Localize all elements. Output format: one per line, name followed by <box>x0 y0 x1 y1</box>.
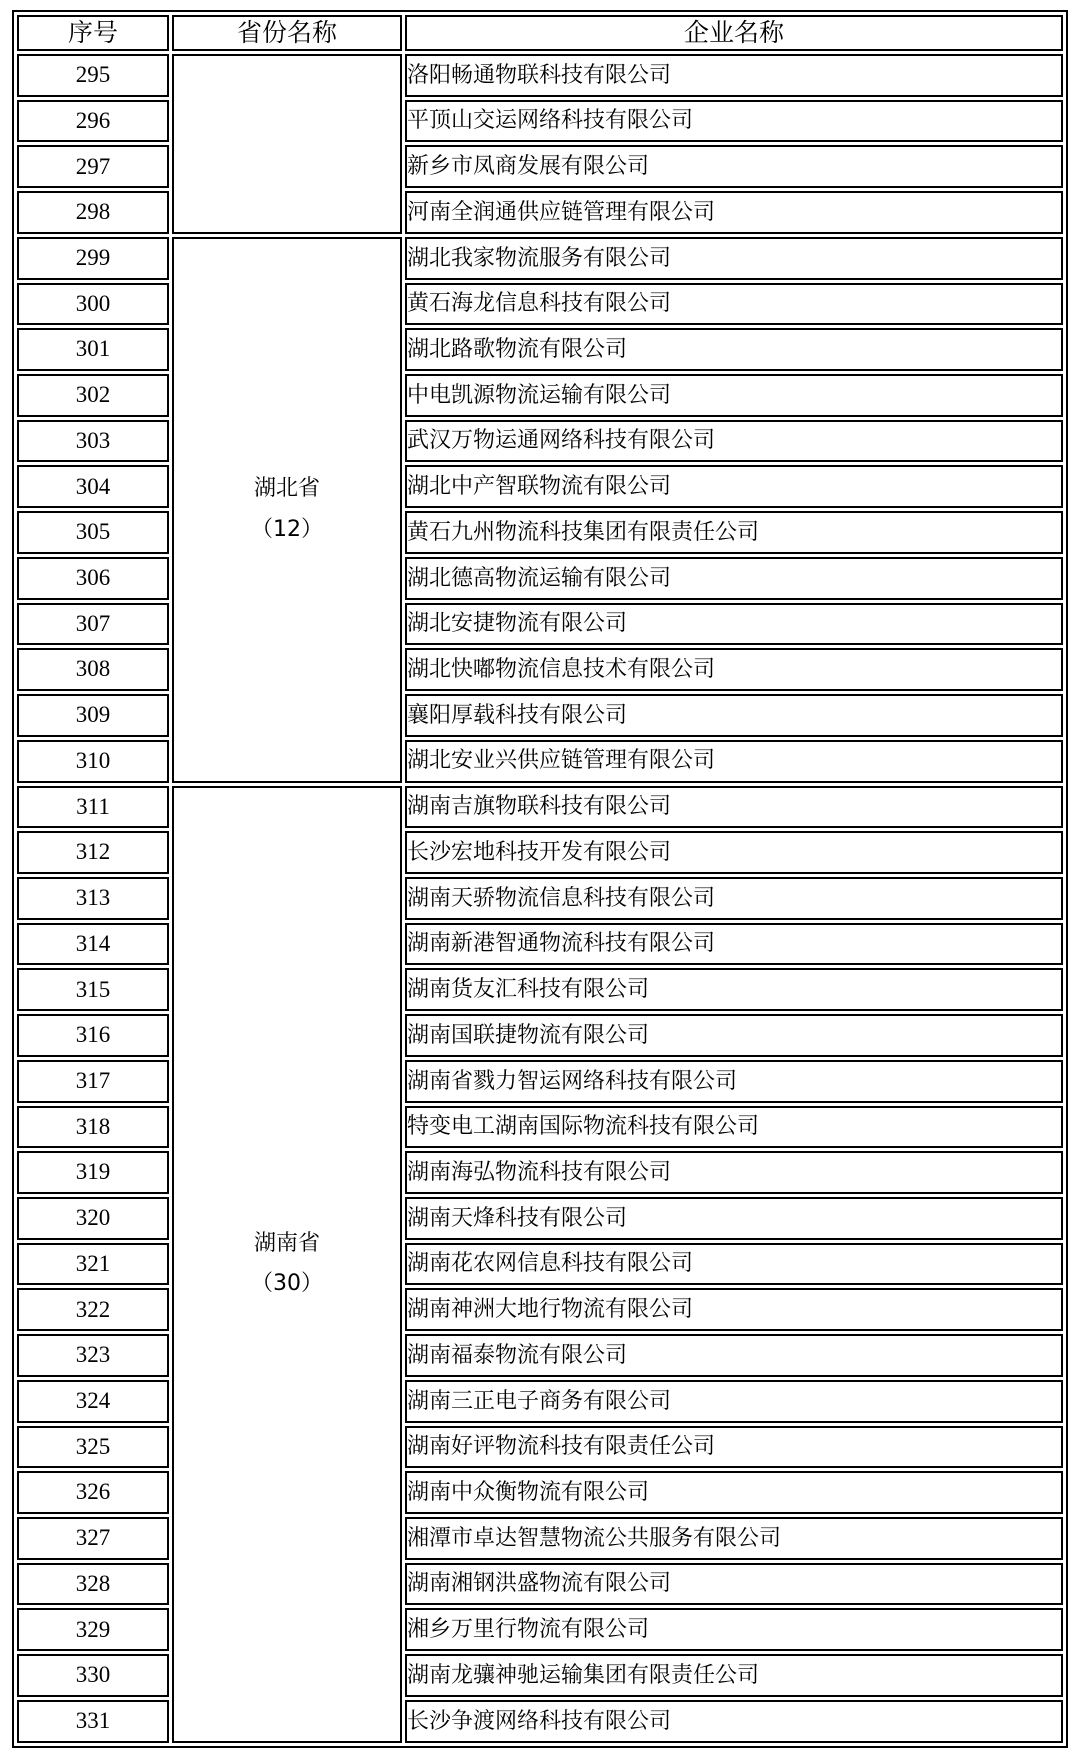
row-seq-cell: 296 <box>17 100 169 143</box>
row-company-cell: 湘乡万里行物流有限公司 <box>405 1608 1063 1651</box>
row-company-cell: 中电凯源物流运输有限公司 <box>405 374 1063 417</box>
row-seq-cell: 300 <box>17 283 169 326</box>
table-row <box>17 54 1063 97</box>
row-seq-cell: 326 <box>17 1471 169 1514</box>
enterprise-list-table <box>14 12 1066 1746</box>
row-company-cell: 湖南天骄物流信息科技有限公司 <box>405 877 1063 920</box>
row-company-cell: 湖北安业兴供应链管理有限公司 <box>405 740 1063 783</box>
province-name: 湖南省 <box>253 1230 320 1256</box>
row-seq-cell: 321 <box>17 1243 169 1286</box>
row-company-cell: 湖南国联捷物流有限公司 <box>405 1014 1063 1057</box>
row-seq-cell: 323 <box>17 1334 169 1377</box>
row-seq-cell: 329 <box>17 1608 169 1651</box>
row-seq-cell: 309 <box>17 694 169 737</box>
row-company-cell: 湖北我家物流服务有限公司 <box>405 237 1063 280</box>
row-seq-cell: 328 <box>17 1563 169 1606</box>
row-company-cell: 湖南吉旗物联科技有限公司 <box>405 786 1063 829</box>
row-seq-cell: 315 <box>17 968 169 1011</box>
row-seq-cell: 304 <box>17 465 169 508</box>
row-seq-cell: 312 <box>17 831 169 874</box>
row-company-cell: 湖北德高物流运输有限公司 <box>405 557 1063 600</box>
header-province: 省份名称 <box>172 15 402 51</box>
row-company-cell: 湖南省戮力智运网络科技有限公司 <box>405 1060 1063 1103</box>
row-seq-cell: 299 <box>17 237 169 280</box>
row-company-cell: 湖南天烽科技有限公司 <box>405 1197 1063 1240</box>
row-seq-cell: 319 <box>17 1151 169 1194</box>
row-company-cell: 湖南花农网信息科技有限公司 <box>405 1243 1063 1286</box>
row-seq-cell: 316 <box>17 1014 169 1057</box>
row-seq-cell: 318 <box>17 1106 169 1149</box>
row-seq-cell: 331 <box>17 1700 169 1743</box>
province-count: （12） <box>251 516 323 542</box>
province-cell <box>172 786 402 1744</box>
header-seq: 序号 <box>17 15 169 51</box>
row-company-cell: 河南全润通供应链管理有限公司 <box>405 191 1063 234</box>
row-seq-cell: 305 <box>17 511 169 554</box>
row-seq-cell: 295 <box>17 54 169 97</box>
row-company-cell: 湘潭市卓达智慧物流公共服务有限公司 <box>405 1517 1063 1560</box>
row-company-cell: 黄石九州物流科技集团有限责任公司 <box>405 511 1063 554</box>
row-company-cell: 湖北中产智联物流有限公司 <box>405 465 1063 508</box>
row-company-cell: 新乡市凤商发展有限公司 <box>405 145 1063 188</box>
row-company-cell: 湖南三正电子商务有限公司 <box>405 1380 1063 1423</box>
row-seq-cell: 310 <box>17 740 169 783</box>
row-seq-cell: 320 <box>17 1197 169 1240</box>
row-company-cell: 湖南好评物流科技有限责任公司 <box>405 1426 1063 1469</box>
row-company-cell: 湖南神洲大地行物流有限公司 <box>405 1288 1063 1331</box>
row-seq-cell: 311 <box>17 786 169 829</box>
row-company-cell: 襄阳厚载科技有限公司 <box>405 694 1063 737</box>
row-company-cell: 湖南货友汇科技有限公司 <box>405 968 1063 1011</box>
row-company-cell: 湖南龙骧神驰运输集团有限责任公司 <box>405 1654 1063 1697</box>
row-company-cell: 黄石海龙信息科技有限公司 <box>405 283 1063 326</box>
row-seq-cell: 298 <box>17 191 169 234</box>
row-company-cell: 湖北路歌物流有限公司 <box>405 328 1063 371</box>
row-company-cell: 特变电工湖南国际物流科技有限公司 <box>405 1106 1063 1149</box>
province-cell <box>172 54 402 234</box>
row-seq-cell: 313 <box>17 877 169 920</box>
row-company-cell: 湖南中众衡物流有限公司 <box>405 1471 1063 1514</box>
row-company-cell: 湖南海弘物流科技有限公司 <box>405 1151 1063 1194</box>
row-seq-cell: 306 <box>17 557 169 600</box>
table-body <box>17 54 1063 1743</box>
row-seq-cell: 330 <box>17 1654 169 1697</box>
row-seq-cell: 308 <box>17 648 169 691</box>
row-seq-cell: 325 <box>17 1426 169 1469</box>
row-seq-cell: 303 <box>17 420 169 463</box>
row-company-cell: 平顶山交运网络科技有限公司 <box>405 100 1063 143</box>
enterprise-list-table-frame <box>12 10 1068 1748</box>
row-company-cell: 武汉万物运通网络科技有限公司 <box>405 420 1063 463</box>
row-seq-cell: 327 <box>17 1517 169 1560</box>
row-company-cell: 湖南湘钢洪盛物流有限公司 <box>405 1563 1063 1606</box>
row-seq-cell: 322 <box>17 1288 169 1331</box>
table-header-row <box>17 15 1063 51</box>
header-company: 企业名称 <box>405 15 1063 51</box>
row-company-cell: 长沙争渡网络科技有限公司 <box>405 1700 1063 1743</box>
table-row <box>17 786 1063 829</box>
row-company-cell: 湖北快嘟物流信息技术有限公司 <box>405 648 1063 691</box>
province-name: 湖北省 <box>253 476 320 501</box>
row-company-cell: 洛阳畅通物联科技有限公司 <box>405 54 1063 97</box>
row-company-cell: 长沙宏地科技开发有限公司 <box>405 831 1063 874</box>
row-company-cell: 湖南新港智通物流科技有限公司 <box>405 923 1063 966</box>
row-seq-cell: 324 <box>17 1380 169 1423</box>
province-cell <box>172 237 402 783</box>
row-company-cell: 湖北安捷物流有限公司 <box>405 603 1063 646</box>
row-seq-cell: 302 <box>17 374 169 417</box>
row-seq-cell: 307 <box>17 603 169 646</box>
row-seq-cell: 317 <box>17 1060 169 1103</box>
row-seq-cell: 301 <box>17 328 169 371</box>
province-count: （30） <box>251 1271 323 1297</box>
row-company-cell: 湖南福泰物流有限公司 <box>405 1334 1063 1377</box>
table-row <box>17 237 1063 280</box>
row-seq-cell: 314 <box>17 923 169 966</box>
row-seq-cell: 297 <box>17 145 169 188</box>
